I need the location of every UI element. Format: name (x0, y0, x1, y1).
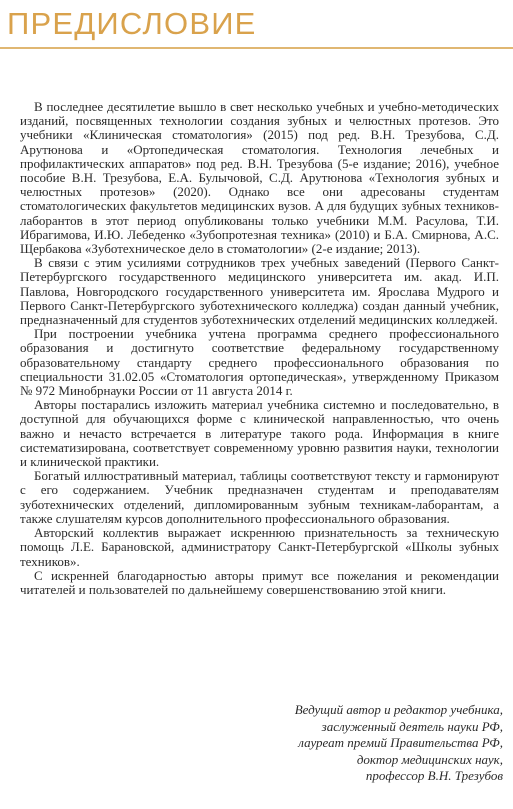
chapter-title: ПРЕДИСЛОВИЕ (7, 6, 257, 41)
signature-line: Ведущий автор и редактор учебника, (294, 702, 503, 717)
paragraph: Богатый иллюстративный материал, таблицы соответствуют тексту и гармонируют с его содержанием. Учебник предназначен студентам и преподавателям зуботехнических отделений, дипломированным зубным техникам-лаборантам, а также слушателям курсов дополнительного профессионального образования. (20, 468, 499, 526)
signature-line: заслуженный деятель науки РФ, (321, 718, 503, 734)
signature-line: лауреат премий Правительства РФ, (298, 735, 503, 751)
paragraph: С искренней благодарностью авторы примут все пожелания и рекомендации читателей и пользователей по дальнейшему совершенствованию этой книги. (20, 567, 499, 597)
title-divider (0, 47, 513, 49)
preface-body (20, 100, 499, 597)
author-signature-block (123, 702, 503, 785)
paragraph: При построении учебника учтена программа среднего профессионального образования и достигнуто соответствие федеральному государственному образовательному стандарту среднего профессионального образования по специальности 31.02.05 «Стоматология ортопедическая», утвержденному Приказом № 972 Минобрнауки России от 11 августа 2014 г. (20, 326, 499, 399)
paragraph: В последнее десятилетие вышло в свет несколько учебных и учебно-методических изданий, посвященных технологии создания зубных и челюстных протезов. Это учебники «Клиническая стоматология» (2015) под ред. В.Н. Трезубова, С.Д. Арутюнова и «Ортопедическая стоматология. Технология лечебных и профилактических аппаратов» под ред. В.Н. Трезубова (5-е издание; 2016), учебное пособие В.Н. Трезубова, Е.А. Булычовой, С.Д. Арутюнова «Технология зубных и челюстных протезов» (2020). Однако все они адресованы студентам стоматологических факультетов медицинских вузов. А для будущих зубных техников-лаборантов в этот период опубликованы только учебники М.М. Расулова, Т.И. Ибрагимова, И.Ю. Лебеденко «Зубопротезная техника» (2010) и Б.А. Смирнова, А.С. Щербакова «Зуботехническое дело в стоматологии» (2-е издание; 2013). (20, 99, 499, 257)
paragraph: Авторы постарались изложить материал учебника системно и последовательно, в доступной для обучающихся форме с клинической направленностью, что очень важно и нечасто встречается в литературе такого рода. Информация в книге систематизирована, соответствует современному уровню развития науки, технологии и клинической практики. (20, 397, 499, 470)
paragraph: Авторский коллектив выражает искреннюю признательность за техническую помощь Л.Е. Барановской, администратору Санкт-Петербургской «Школы зубных техников». (20, 525, 499, 569)
paragraph: В связи с этим усилиями сотрудников трех учебных заведений (Первого Санкт-Петербургского государственного медицинского университета им. акад. И.П. Павлова, Новгородского государственного университета им. Ярослава Мудрого и Первого Санкт-Петербургского зуботехнического колледжа) создан данный учебник, предназначенный для студентов зуботехнических отделений медицинских колледжей. (20, 255, 499, 328)
signature-line: профессор В.Н. Трезубов (365, 768, 503, 784)
signature-line: доктор медицинских наук, (356, 751, 503, 767)
